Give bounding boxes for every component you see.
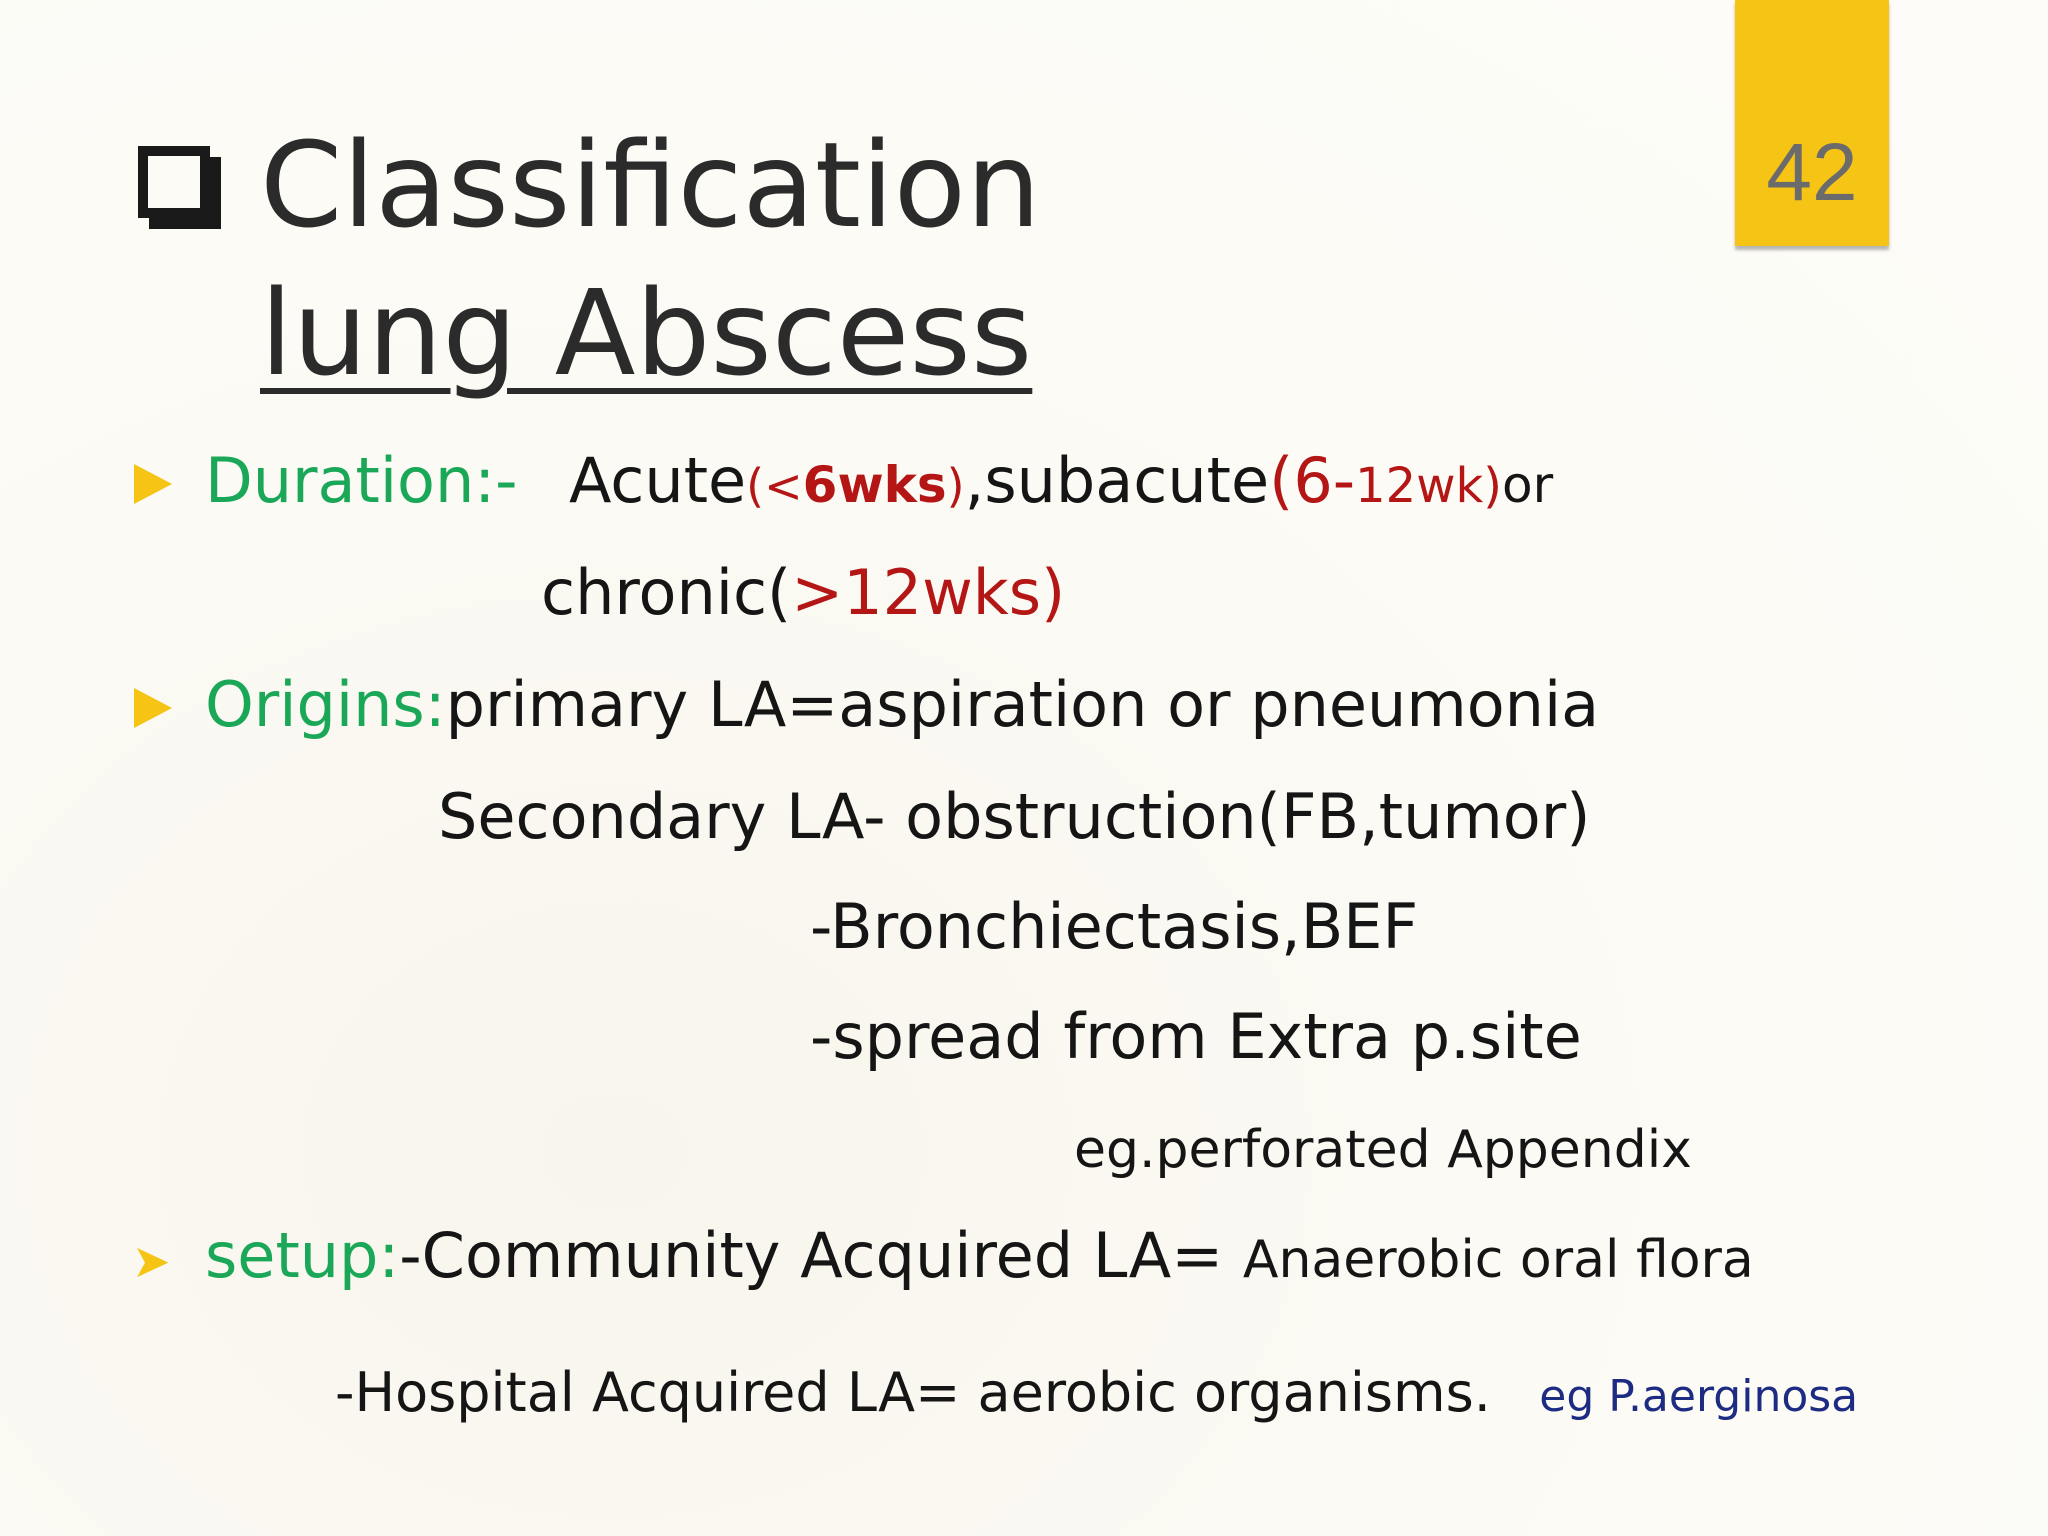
page-number-tab (1735, 0, 1889, 246)
setup-community-flora: Anaerobic oral flora (1242, 1230, 1754, 1290)
duration-chronic: chronic( (541, 556, 792, 629)
setup-community: -Community Acquired LA= (399, 1219, 1224, 1292)
duration-comma: , (964, 444, 985, 517)
setup-label: setup: (205, 1219, 400, 1292)
setup-hospital: -Hospital Acquired LA= aerobic organisms. (335, 1361, 1491, 1424)
title-line-1: Classification (260, 116, 1041, 254)
origins-secondary: Secondary LA- obstruction(FB,tumor) (438, 780, 1591, 853)
origins-label: Origins: (205, 668, 446, 741)
origins-spread: -spread from Extra p.site (810, 1000, 1582, 1073)
arrow-bullet-icon: ➤ (132, 1234, 171, 1288)
duration-or: or (1502, 456, 1554, 514)
subacute-open: (6- (1269, 444, 1356, 517)
setup-hospital-line (335, 1361, 1859, 1424)
duration-line (205, 444, 1554, 517)
triangle-bullet-icon (134, 464, 172, 504)
acute-paren-close: ) (946, 459, 965, 513)
duration-subacute: subacute (984, 444, 1270, 517)
setup-line (205, 1219, 1754, 1292)
acute-paren-open: ( (746, 459, 765, 513)
chronic-value: >12wks) (791, 556, 1066, 629)
acute-lt: < (764, 459, 803, 513)
chronic-line (541, 556, 1066, 629)
setup-hospital-example: eg P.aerginosa (1539, 1371, 1859, 1422)
acute-value: 6wks (802, 456, 947, 514)
duration-label: Duration:- (205, 444, 518, 517)
duration-acute: Acute (568, 444, 747, 517)
origins-bronchiectasis: -Bronchiectasis,BEF (810, 890, 1419, 963)
origins-line (205, 668, 1600, 741)
triangle-bullet-icon (134, 688, 172, 728)
title-line-2: lung Abscess (260, 264, 1033, 402)
origins-example: eg.perforated Appendix (1074, 1120, 1692, 1180)
page-number: 42 (1766, 127, 1858, 218)
subacute-value: 12wk) (1355, 458, 1502, 514)
origins-primary: primary LA=aspiration or pneumonia (445, 668, 1600, 741)
checkbox-icon (138, 146, 210, 218)
